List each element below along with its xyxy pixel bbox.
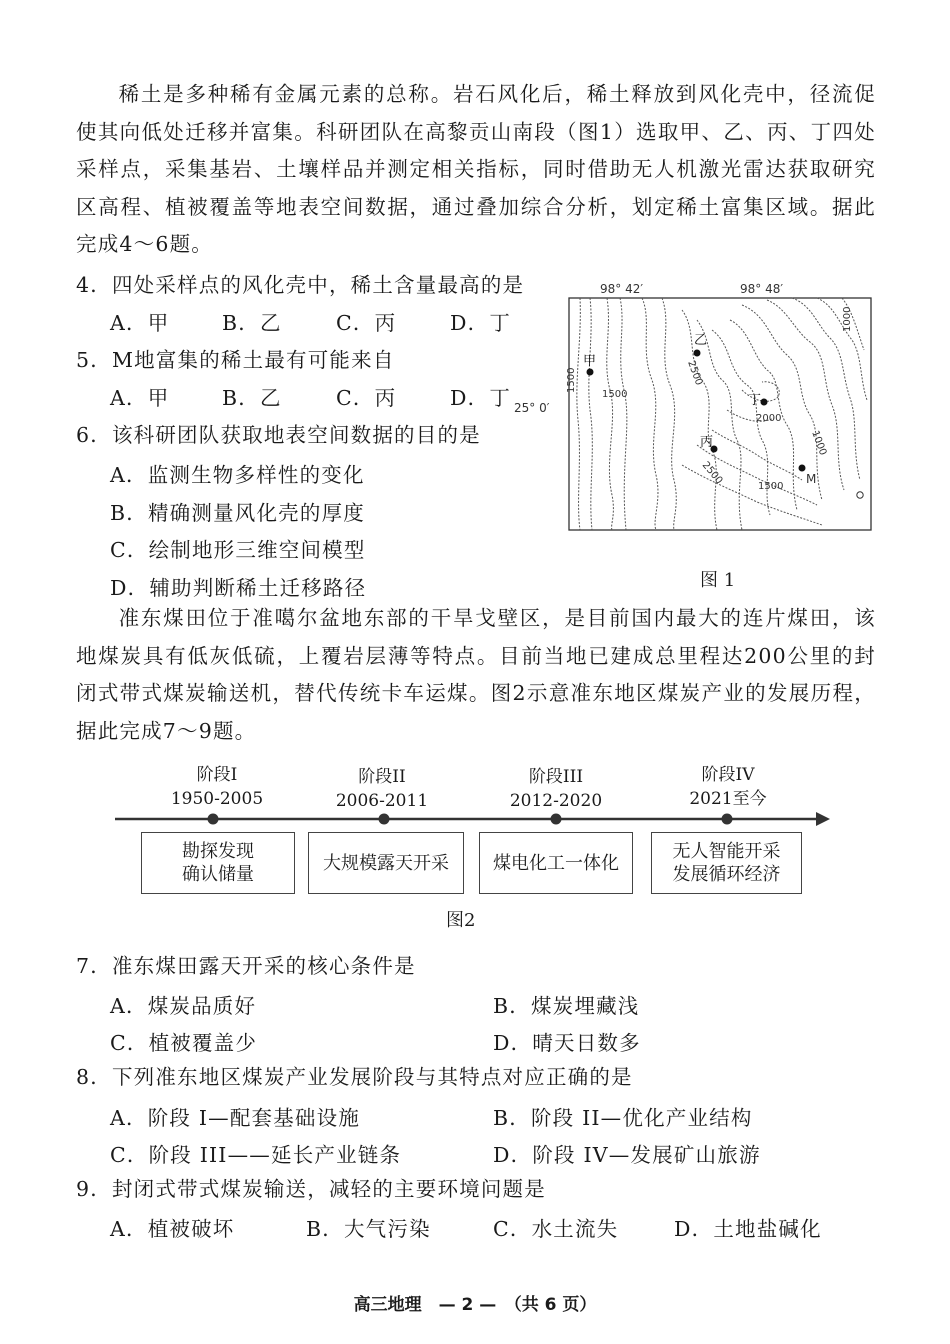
q6-option-a: A．监测生物多样性的变化 (110, 463, 365, 487)
contour-label-1500-center: 1500 (602, 389, 628, 400)
point-jia-label: 甲 (583, 354, 597, 369)
point-ding-marker (761, 399, 768, 406)
q6-option-b: B．精确测量风化壳的厚度 (110, 501, 365, 525)
q8-option-c: C．阶段 III——延长产业链条 (110, 1143, 402, 1167)
page-footer: 高三地理 — 2 — （共 6 页） (353, 1295, 597, 1315)
q8-option-b: B．阶段 II—优化产业结构 (493, 1106, 753, 1130)
q4-option-c: C．丙 (336, 311, 397, 335)
q8-option-d: D．阶段 IV—发展矿山旅游 (493, 1143, 761, 1167)
stage-1-box: 勘探发现 确认储量 (141, 832, 295, 894)
q4-option-b: B．乙 (222, 311, 282, 335)
q7-option-d: D．晴天日数多 (493, 1031, 641, 1055)
figure-2-caption: 图2 (446, 910, 476, 931)
q9-option-c: C．水土流失 (493, 1217, 619, 1241)
q7-option-a: A．煤炭品质好 (110, 994, 257, 1018)
contour-map (512, 280, 892, 540)
passage-coal: 准东煤田位于准噶尔盆地东部的干旱戈壁区，是目前国内最大的连片煤田，该地煤炭具有低灰低硫，上覆岩层薄等特点。目前当地已建成总里程达200公里的封闭式带式煤炭输送机，替代传统卡车运煤。图2示意准东地区煤炭产业的发展历程，据此完成7～9题。 (76, 606, 876, 743)
stage-3-box: 煤电化工一体化 (479, 832, 633, 894)
point-m-label: M (806, 472, 817, 486)
point-yi-label: 乙 (694, 333, 708, 348)
timeline-figure (0, 755, 950, 905)
point-bing-label: 丙 (700, 435, 714, 450)
q4-option-a: A．甲 (110, 311, 170, 335)
figure-1-caption: 图 1 (700, 570, 736, 591)
q5-option-c: C．丙 (336, 386, 397, 410)
contour-label-1500-south: 1500 (758, 481, 784, 492)
passage-rare-earth: 稀土是多种稀有金属元素的总称。岩石风化后，稀土释放到风化壳中，径流促使其向低处迁移并富集。科研团队在高黎贡山南段（图1）选取甲、乙、丙、丁四处采样点，采集基岩、土壤样品并测定相关指标，同时借助无人机激光雷达获取研究区高程、植被覆盖等地表空间数据，通过叠加综合分析，划定稀土富集区域。据此完成4～6题。 (76, 82, 876, 256)
q6-option-c: C．绘制地形三维空间模型 (110, 538, 366, 562)
contour-label-1500-west: 1500 (566, 367, 577, 393)
lon-label-1: 98° 42′ (600, 282, 644, 296)
q4-option-d: D．丁 (450, 311, 512, 335)
q5-option-b: B．乙 (222, 386, 282, 410)
q9-option-d: D．土地盐碱化 (674, 1217, 822, 1241)
contour-label-2500-north: 2500 (685, 359, 705, 387)
stage-4-label: 阶段IV 2021至今 (689, 765, 767, 809)
q5-option-d: D．丁 (450, 386, 512, 410)
point-jia-marker (587, 369, 594, 376)
contour-label-1000-east: 1000 (809, 429, 829, 457)
question-8: 8．下列准东地区煤炭产业发展阶段与其特点对应正确的是 (76, 1065, 633, 1089)
contour-label-2500-south: 2500 (699, 459, 725, 487)
q8-option-a: A．阶段 I—配套基础设施 (110, 1106, 361, 1130)
question-4: 4．四处采样点的风化壳中，稀土含量最高的是 (76, 273, 525, 297)
q6-option-d: D．辅助判断稀土迁移路径 (110, 576, 367, 600)
stage-2-label: 阶段II 2006-2011 (335, 767, 429, 811)
point-m-marker (799, 465, 806, 472)
q7-option-c: C．植被覆盖少 (110, 1031, 258, 1055)
contour-label-1000-northeast: 1000 (842, 306, 853, 332)
stage-4-box: 无人智能开采 发展循环经济 (651, 832, 802, 894)
contour-label-2000: 2000 (756, 413, 782, 424)
point-yi-marker (694, 350, 701, 357)
q5-option-a: A．甲 (110, 386, 170, 410)
q9-option-b: B．大气污染 (306, 1217, 431, 1241)
stage-1-label: 阶段I 1950-2005 (170, 765, 264, 809)
question-6: 6．该科研团队获取地表空间数据的目的是 (76, 423, 481, 447)
question-5: 5．M地富集的稀土最有可能来自 (76, 348, 395, 372)
stage-3-label: 阶段III 2012-2020 (509, 767, 603, 811)
timeline-axis (0, 805, 950, 835)
question-7: 7．准东煤田露天开采的核心条件是 (76, 954, 416, 978)
q7-option-b: B．煤炭埋藏浅 (493, 994, 640, 1018)
question-9: 9．封闭式带式煤炭输送，减轻的主要环境问题是 (76, 1177, 546, 1201)
lat-label: 25° 0′ (514, 401, 550, 415)
point-ding-label: 丁 (748, 393, 762, 408)
q9-option-a: A．植被破坏 (110, 1217, 235, 1241)
lon-label-2: 98° 48′ (740, 282, 784, 296)
stage-2-box: 大规模露天开采 (308, 832, 464, 894)
